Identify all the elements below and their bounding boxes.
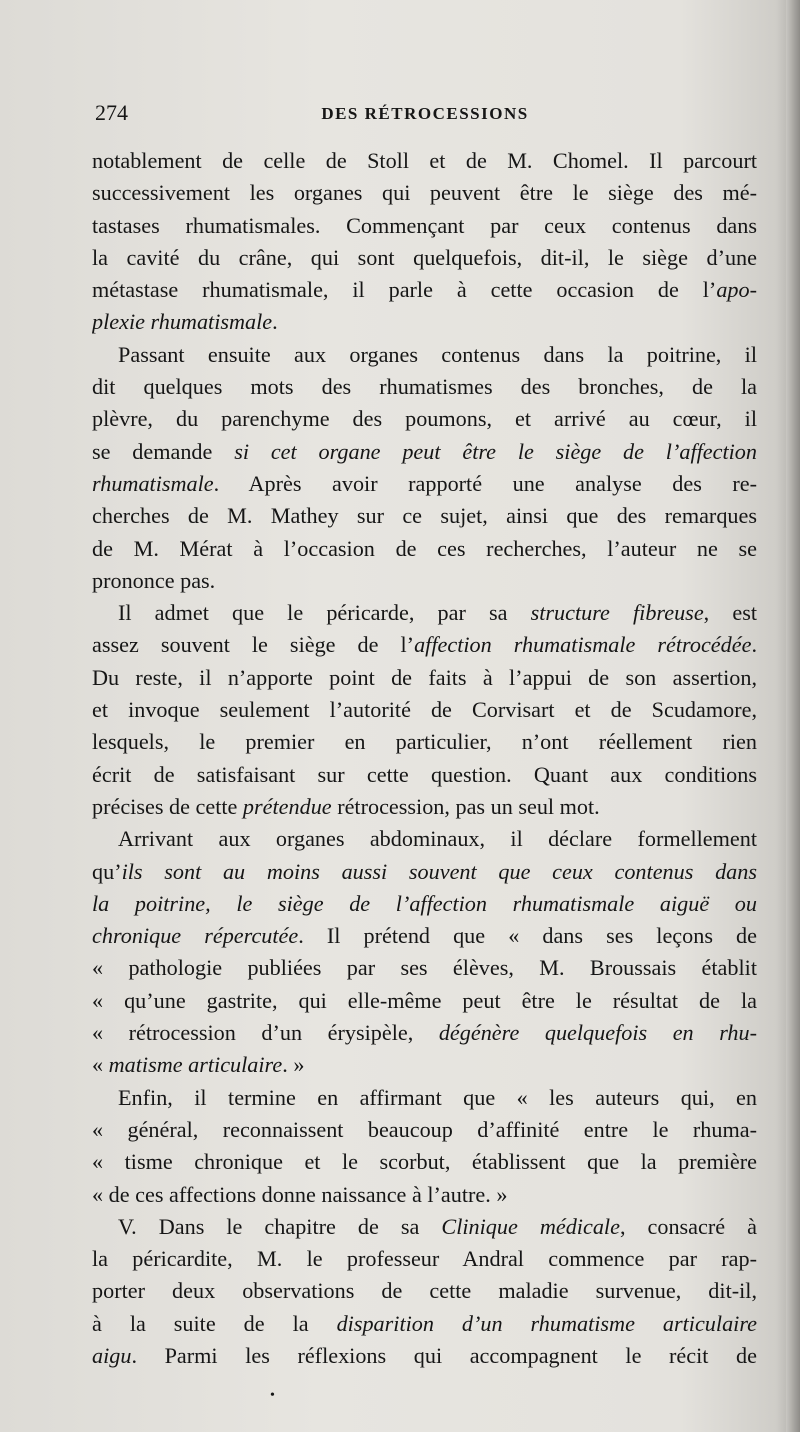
text-run: rétrocession, pas un seul mot. — [331, 793, 600, 819]
text-line — [92, 1211, 757, 1243]
text-line — [92, 177, 757, 209]
text-line — [92, 274, 757, 306]
text-run: la cavité du crâne, qui sont quelquefois, dit-il, le siège d’une — [92, 244, 757, 270]
text-line — [92, 1114, 757, 1146]
text-run: se demande — [92, 438, 235, 464]
text-run: « rétrocession d’un érysipèle, — [92, 1020, 439, 1046]
text-line — [92, 565, 757, 597]
text-line — [92, 759, 757, 791]
text-run: la péricardite, M. le professeur Andral commence par rap- — [92, 1246, 757, 1272]
text-run: plèvre, du parenchyme des poumons, et arrivé au cœur, il — [92, 406, 757, 432]
text-line — [92, 823, 757, 855]
text-run: « qu’une gastrite, qui elle-même peut être le résultat de la — [92, 987, 757, 1013]
text-line — [92, 1146, 757, 1178]
text-line — [92, 920, 757, 952]
italic-text: chronique répercutée — [92, 923, 299, 949]
text-line — [92, 856, 757, 888]
italic-text: ils sont au moins aussi souvent que ceux contenus dans — [121, 858, 757, 884]
text-run: . — [751, 632, 757, 658]
text-run: dit quelques mots des rhumatismes des bronches, de la — [92, 374, 757, 400]
text-run: « pathologie publiées par ses élèves, M. Broussais établit — [92, 955, 757, 981]
text-line — [92, 1340, 757, 1372]
text-run: , est — [703, 600, 757, 626]
text-line — [92, 1308, 757, 1340]
text-run: , consacré à — [619, 1213, 757, 1239]
text-line — [92, 371, 757, 403]
text-run: « tisme chronique et le scorbut, établissent que la première — [92, 1149, 757, 1175]
text-line — [92, 1275, 757, 1307]
text-line — [92, 1049, 757, 1081]
text-line — [92, 436, 757, 468]
italic-text: prétendue — [242, 793, 332, 819]
text-run: . » — [282, 1052, 305, 1078]
italic-text: si cet organe peut être le siège de l’affection — [234, 438, 757, 464]
text-run: . Il prétend que « dans ses leçons de — [298, 923, 757, 949]
text-run: Du reste, il n’apporte point de faits à l’appui de son assertion, — [92, 664, 757, 690]
text-line — [92, 888, 757, 920]
text-run: et invoque seulement l’autorité de Corvisart et de Scudamore, — [92, 697, 757, 723]
text-run: qu’ — [92, 858, 122, 884]
text-line — [92, 145, 757, 177]
text-line — [92, 985, 757, 1017]
page-header — [95, 100, 755, 134]
text-line — [92, 306, 757, 338]
text-line — [92, 1243, 757, 1275]
italic-text: dégénère quelquefois en rhu- — [438, 1020, 757, 1046]
italic-text: rhumatismale — [92, 470, 214, 496]
italic-text: la poitrine, le siège de l’affection rhumatismale aiguë ou — [92, 890, 757, 916]
text-run: prononce pas. — [92, 567, 216, 593]
stray-mark: • — [270, 1388, 275, 1403]
text-line — [92, 726, 757, 758]
text-run: . — [272, 309, 278, 335]
text-run: « — [92, 1052, 109, 1078]
text-run: métastase rhumatismale, il parle à cette occasion de l’ — [92, 277, 717, 303]
text-run: « de ces affections donne naissance à l’autre. » — [92, 1181, 508, 1207]
text-run: assez souvent le siège de l’ — [92, 632, 415, 658]
text-run: Il admet que le péricarde, par sa — [118, 600, 531, 626]
text-run: V. Dans le chapitre de sa — [118, 1213, 442, 1239]
italic-text: plexie rhumatismale — [92, 309, 273, 335]
text-line — [92, 662, 757, 694]
text-run: précises de cette — [92, 793, 243, 819]
text-run: Arrivant aux organes abdominaux, il déclare formellement — [118, 826, 757, 852]
text-line — [92, 597, 757, 629]
text-line — [92, 242, 757, 274]
text-line — [92, 791, 757, 823]
text-run: . Parmi les réflexions qui accompagnent le récit de — [131, 1342, 757, 1368]
italic-text: apo- — [716, 277, 757, 303]
italic-text: Clinique médicale — [441, 1213, 620, 1239]
text-line — [92, 1179, 757, 1211]
text-run: écrit de satisfaisant sur cette question. Quant aux conditions — [92, 761, 757, 787]
text-line — [92, 339, 757, 371]
text-run: à la suite de la — [92, 1310, 337, 1336]
text-run: . Après avoir rapporté une analyse des re- — [213, 470, 757, 496]
page-number: 274 — [95, 100, 128, 125]
text-line — [92, 629, 757, 661]
text-line — [92, 403, 757, 435]
text-run: Passant ensuite aux organes contenus dans la poitrine, il — [118, 341, 757, 367]
italic-text: aigu — [92, 1342, 132, 1368]
page-edge-shadow — [786, 0, 800, 1432]
text-run: lesquels, le premier en particulier, n’ont réellement rien — [92, 729, 757, 755]
text-line — [92, 1082, 757, 1114]
italic-text: structure fibreuse — [530, 600, 704, 626]
text-line — [92, 952, 757, 984]
text-run: successivement les organes qui peuvent être le siège des mé- — [92, 180, 757, 206]
text-line — [92, 210, 757, 242]
text-run: de M. Mérat à l’occasion de ces recherches, l’auteur ne se — [92, 535, 757, 561]
text-run: tastases rhumatismales. Commençant par ceux contenus dans — [92, 212, 757, 238]
italic-text: affection rhumatismale rétrocédée — [414, 632, 752, 658]
text-line — [92, 468, 757, 500]
text-run: « général, reconnaissent beaucoup d’affinité entre le rhuma- — [92, 1116, 757, 1142]
italic-text: disparition d’un rhumatisme articulaire — [336, 1310, 757, 1336]
text-line — [92, 533, 757, 565]
text-line — [92, 1017, 757, 1049]
running-title: DES RÉTROCESSIONS — [321, 104, 529, 123]
text-run: cherches de M. Mathey sur ce sujet, ainsi que des remarques — [92, 503, 757, 529]
text-line — [92, 694, 757, 726]
body-text — [92, 145, 757, 1372]
text-run: porter deux observations de cette maladie survenue, dit-il, — [92, 1278, 757, 1304]
text-line — [92, 500, 757, 532]
text-run: notablement de celle de Stoll et de M. Chomel. Il parcourt — [92, 148, 757, 173]
italic-text: matisme articulaire — [108, 1052, 283, 1078]
text-run: Enfin, il termine en affirmant que « les auteurs qui, en — [118, 1084, 757, 1110]
